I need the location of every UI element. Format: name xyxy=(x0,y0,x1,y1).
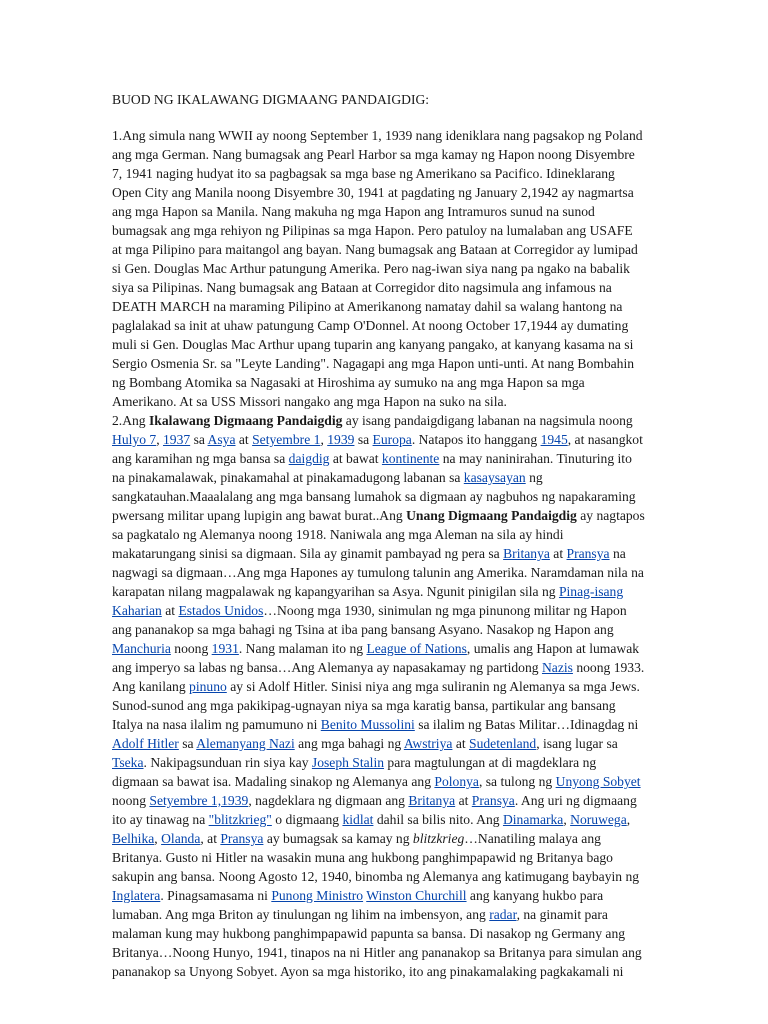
text-segment: , xyxy=(154,831,162,846)
wiki-link[interactable]: Europa xyxy=(372,432,412,447)
text-segment: sakupin ang bansa. Noong Agosto 12, 1940, binomba ng Alemanya ang katimugang baybayin ng xyxy=(112,869,640,884)
text-segment: 2.Ang xyxy=(112,413,150,428)
wiki-link[interactable]: 1945 xyxy=(540,432,568,447)
text-line xyxy=(112,829,662,848)
text-segment: sa pagkatalo ng Alemanya noong 1918. Naniwala ang mga Aleman na sila ay hindi xyxy=(112,527,564,542)
wiki-link[interactable]: Pransya xyxy=(566,546,610,561)
text-segment: , at nasangkot xyxy=(567,432,643,447)
text-segment: ay isang pandaigdigang labanan na nagsimula noong xyxy=(342,413,633,428)
wiki-link[interactable]: Tseka xyxy=(112,755,144,770)
text-segment: ang mga bahagi ng xyxy=(294,736,404,751)
text-line xyxy=(112,734,662,753)
text-line xyxy=(112,791,662,810)
bold-term: Ikalawang Digmaang Pandaigdig xyxy=(149,413,343,428)
wiki-link[interactable]: Winston Churchill xyxy=(366,888,467,903)
text-segment: , xyxy=(563,812,571,827)
text-segment: sa xyxy=(354,432,373,447)
text-segment: noong 1933. xyxy=(572,660,645,675)
wiki-link[interactable]: Polonya xyxy=(434,774,479,789)
text-line xyxy=(112,772,662,791)
text-line: Sergio Osmenia Sr. sa "Leyte Landing". Nagagapi ang mga Hapon unti-unti. At nang Bombahin xyxy=(112,356,635,371)
text-line: ang mga German. Nang bumagsak ang Pearl Harbor sa mga kamay ng Hapon noong Disyembre xyxy=(112,147,635,162)
text-segment: nagwagi sa digmaan…Ang mga Hapones ay tumulong talunin ang Amerika. Naramdaman nila na xyxy=(112,565,644,580)
text-segment: , sa tulong ng xyxy=(478,774,556,789)
text-segment: sangkatauhan.Maaalalang ang mga bansang lumahok sa digmaan ay nagbuhos ng napakaraming xyxy=(112,489,636,504)
text-segment: makatarungang sinisi sa digmaan. Sila ay ginamit pambayad ng pera sa xyxy=(112,546,504,561)
text-line xyxy=(112,411,662,430)
text-segment: , umalis ang Hapon at lumawak xyxy=(466,641,640,656)
text-segment: . Ang uri ng digmaang xyxy=(514,793,637,808)
wiki-link[interactable]: Nazis xyxy=(541,660,573,675)
text-segment: ay si Adolf Hitler. Sinisi niya ang mga suliranin ng Alemanya sa mga Jews. xyxy=(226,679,640,694)
text-segment: o digmaang xyxy=(271,812,343,827)
text-segment: at bawat xyxy=(329,451,382,466)
text-segment: na may naninirahan. Tinuturing ito xyxy=(439,451,632,466)
text-line xyxy=(112,886,662,905)
wiki-link[interactable]: Kaharian xyxy=(112,603,162,618)
wiki-link[interactable]: Asya xyxy=(207,432,236,447)
text-segment: at xyxy=(455,793,472,808)
text-segment: pwersang militar upang lupigin ang bawat burat..Ang xyxy=(112,508,407,523)
text-segment: ito ay tinawag na xyxy=(112,812,209,827)
wiki-link[interactable]: pinuno xyxy=(189,679,227,694)
wiki-link[interactable]: Olanda xyxy=(161,831,201,846)
text-line xyxy=(112,525,662,544)
wiki-link[interactable]: kasaysayan xyxy=(463,470,526,485)
text-line: Amerikano. At sa USS Missori nangako ang mga Hapon na suko na sila. xyxy=(112,394,507,409)
wiki-link[interactable]: kontinente xyxy=(381,451,440,466)
text-segment: Britanya…Noong Hunyo, 1941, tinapos na ni Hitler ang pananakop sa Britanya para simulan ang xyxy=(112,945,642,960)
text-segment: ng xyxy=(525,470,543,485)
text-line: si Gen. Douglas Mac Arthur patungung Amerika. Pero nag-iwan siya nang pa ngako na babalik xyxy=(112,261,630,276)
paragraph-1 xyxy=(112,126,662,411)
wiki-link[interactable]: Manchuria xyxy=(112,641,171,656)
wiki-link[interactable]: Benito Mussolini xyxy=(320,717,415,732)
text-segment: , na ginamit para xyxy=(516,907,608,922)
wiki-link[interactable]: Punong Ministro xyxy=(271,888,364,903)
wiki-link[interactable]: "blitzkrieg" xyxy=(208,812,272,827)
text-segment: ay bumagsak sa kamay ng xyxy=(263,831,413,846)
text-segment: Britanya. Gusto ni Hitler na wasakin muna ang hukbong panghimpapawid ng Britanya bago xyxy=(112,850,613,865)
text-segment: dahil sa bilis nito. Ang xyxy=(373,812,503,827)
paragraph-2 xyxy=(112,411,662,981)
text-line xyxy=(112,430,662,449)
text-line xyxy=(112,715,662,734)
text-segment: at xyxy=(235,432,253,447)
wiki-link[interactable]: 1937 xyxy=(162,432,191,447)
text-line xyxy=(112,696,662,715)
bold-term: Unang Digmaang Pandaigdig xyxy=(406,508,577,523)
text-segment: sa ilalim ng Batas Militar…Idinagdag ni xyxy=(414,717,639,732)
wiki-link[interactable]: Adolf Hitler xyxy=(112,736,179,751)
text-line xyxy=(112,620,662,639)
wiki-link[interactable]: Alemanyang Nazi xyxy=(196,736,295,751)
text-segment: , xyxy=(626,812,631,827)
text-line: Open City ang Manila noong Disyembre 30, 1941 at pagdating ng January 2,1942 ay nagmartsa xyxy=(112,185,634,200)
text-line xyxy=(112,639,662,658)
text-segment: …Nanatiling malaya ang xyxy=(464,831,601,846)
text-line: ng Bombang Atomika sa Nagasaki at Hiroshima ay sumuko na ang mga Hapon sa mga xyxy=(112,375,585,390)
text-segment: Ang kanilang xyxy=(112,679,190,694)
text-segment: ang imperyo sa labas ng bansa…Ang Alemanya ay napasakamay ng partidong xyxy=(112,660,542,675)
text-segment: …Noong mga 1930, sinimulan ng mga pinunong militar ng Hapon xyxy=(263,603,627,618)
wiki-link[interactable]: Pransya xyxy=(220,831,264,846)
wiki-link[interactable]: Sudetenland xyxy=(469,736,537,751)
wiki-link[interactable]: League of Nations xyxy=(366,641,467,656)
wiki-link[interactable]: Britanya xyxy=(503,546,550,561)
wiki-link[interactable]: Dinamarka xyxy=(502,812,564,827)
wiki-link[interactable]: 1939 xyxy=(327,432,355,447)
wiki-link[interactable]: Britanya xyxy=(408,793,456,808)
text-segment: Sunod-sunod ang mga pakikipag-ugnayan niya sa mga karatig bansa, partikular ang bansang xyxy=(112,698,616,713)
wiki-link[interactable]: Joseph Stalin xyxy=(311,755,385,770)
text-line xyxy=(112,753,662,772)
text-line xyxy=(112,810,662,829)
text-line xyxy=(112,905,662,924)
text-segment: digmaan sa bawat isa. Madaling sinakop ng Alemanya ang xyxy=(112,774,435,789)
wiki-link[interactable]: Pinag-isang xyxy=(558,584,624,599)
wiki-link[interactable]: Estados Unidos xyxy=(178,603,264,618)
text-line xyxy=(112,677,662,696)
text-line: bumagsak ang mga rehiyon ng Pilipinas sa mga Hapon. Pero patuloy na lumalaban ang USAFE xyxy=(112,223,633,238)
wiki-link[interactable]: Inglatera xyxy=(112,888,161,903)
wiki-link[interactable]: daigdig xyxy=(288,451,330,466)
wiki-link[interactable]: radar xyxy=(489,907,517,922)
text-line xyxy=(112,924,662,943)
wiki-link[interactable]: kidlat xyxy=(342,812,374,827)
wiki-link[interactable]: Awstriya xyxy=(403,736,453,751)
text-segment: , isang lugar sa xyxy=(536,736,618,751)
text-line xyxy=(112,468,662,487)
text-line xyxy=(112,943,662,962)
text-line: 1.Ang simula nang WWII ay noong September 1, 1939 nang ideniklara nang pagsakop ng Poland xyxy=(112,128,643,143)
text-line xyxy=(112,563,662,582)
text-segment: karapatan nilang magpalawak ng kapangyarihan sa Asya. Ngunit pinigilan sila ng xyxy=(112,584,559,599)
text-line: siya sa Pilipinas. Nang bumagsak ang Bataan at Corregidor dito nagsimula ang infamous na xyxy=(112,280,612,295)
text-segment: ay nagtapos xyxy=(576,508,645,523)
text-line xyxy=(112,962,662,981)
text-segment: pananakop sa Unyong Sobyet. Ayon sa mga historiko, ito ang pinakamalaking pagkakamali ni xyxy=(112,964,624,979)
text-line xyxy=(112,601,662,620)
text-line xyxy=(112,487,662,506)
text-line: at mga Pilipino para maitangol ang bayan. Nang bumagsak ang Bataan at Corregidor ay lumipad xyxy=(112,242,638,257)
text-line xyxy=(112,544,662,563)
text-segment: , xyxy=(156,432,163,447)
text-segment: noong xyxy=(112,793,150,808)
text-segment: ang karamihan ng mga bansa sa xyxy=(112,451,289,466)
document-title: BUOD NG IKALAWANG DIGMAANG PANDAIGDIG: xyxy=(112,92,430,107)
wiki-link[interactable]: Hulyo 7 xyxy=(112,432,157,447)
text-line: paglalakad sa init at uhaw patungung Camp O'Donnel. At noong October 17,1944 ay dumating xyxy=(112,318,629,333)
wiki-link[interactable]: Setyembre 1,1939 xyxy=(149,793,249,808)
wiki-link[interactable]: Noruwega xyxy=(570,812,627,827)
text-segment: noong xyxy=(170,641,212,656)
wiki-link[interactable]: Setyembre 1 xyxy=(252,432,321,447)
text-segment: . Nang malaman ito ng xyxy=(238,641,367,656)
text-line xyxy=(112,658,662,677)
text-segment: ang pananakop sa mga bahagi ng Tsina at iba pang bansang Asyano. Nasakop ng Hapon ang xyxy=(112,622,614,637)
text-segment: Italya na nasa ilalim ng pamumuno ni xyxy=(112,717,321,732)
text-segment: sa xyxy=(178,736,197,751)
italic-term: blitzkrieg xyxy=(412,831,465,846)
text-line: ang mga Hapon sa Manila. Nang makuha ng mga Hapon ang Intramuros sunud na sunod xyxy=(112,204,595,219)
text-segment: ang kanyang hukbo para xyxy=(466,888,604,903)
text-segment: lumaban. Ang mga Briton ay tinulungan ng lihim na imbensyon, ang xyxy=(112,907,490,922)
wiki-link[interactable]: Pransya xyxy=(471,793,515,808)
text-segment: sa xyxy=(190,432,208,447)
wiki-link[interactable]: Unyong Sobyet xyxy=(555,774,641,789)
text-line xyxy=(112,848,662,867)
text-segment: , at xyxy=(200,831,221,846)
text-segment: na pinakamalawak, pinakamahal at pinakamadugong labanan sa xyxy=(112,470,464,485)
text-segment: at xyxy=(452,736,470,751)
text-segment: para magtulungan at di magdeklara ng xyxy=(384,755,597,770)
text-segment: , xyxy=(320,432,328,447)
text-line xyxy=(112,582,662,601)
wiki-link[interactable]: Belhika xyxy=(112,831,155,846)
text-segment: at xyxy=(161,603,179,618)
text-segment: at xyxy=(549,546,567,561)
text-line xyxy=(112,506,662,525)
text-line: 7, 1941 naging hudyat ito sa pagbagsak sa mga base ng Amerikano sa Pacifico. Idineklarang xyxy=(112,166,615,181)
text-line: muli si Gen. Douglas Mac Arthur upang tuparin ang kanyang pangako, at kanyang kasama na si xyxy=(112,337,634,352)
text-line: DEATH MARCH na maraming Pilipino at Amerikanong namatay dahil sa walang hantong na xyxy=(112,299,623,314)
text-segment: malaman kung may hukbong panghimpapawid papunta sa bansa. Di nasakop ng Germany ang xyxy=(112,926,626,941)
text-segment: , nagdeklara ng digmaan ang xyxy=(248,793,409,808)
text-segment: . Nakipagsunduan rin siya kay xyxy=(143,755,312,770)
text-line xyxy=(112,867,662,886)
text-segment: . Pinagsamasama ni xyxy=(160,888,272,903)
text-segment: na xyxy=(609,546,626,561)
text-line xyxy=(112,449,662,468)
wiki-link[interactable]: 1931 xyxy=(211,641,239,656)
text-segment: . Natapos ito hanggang xyxy=(411,432,541,447)
